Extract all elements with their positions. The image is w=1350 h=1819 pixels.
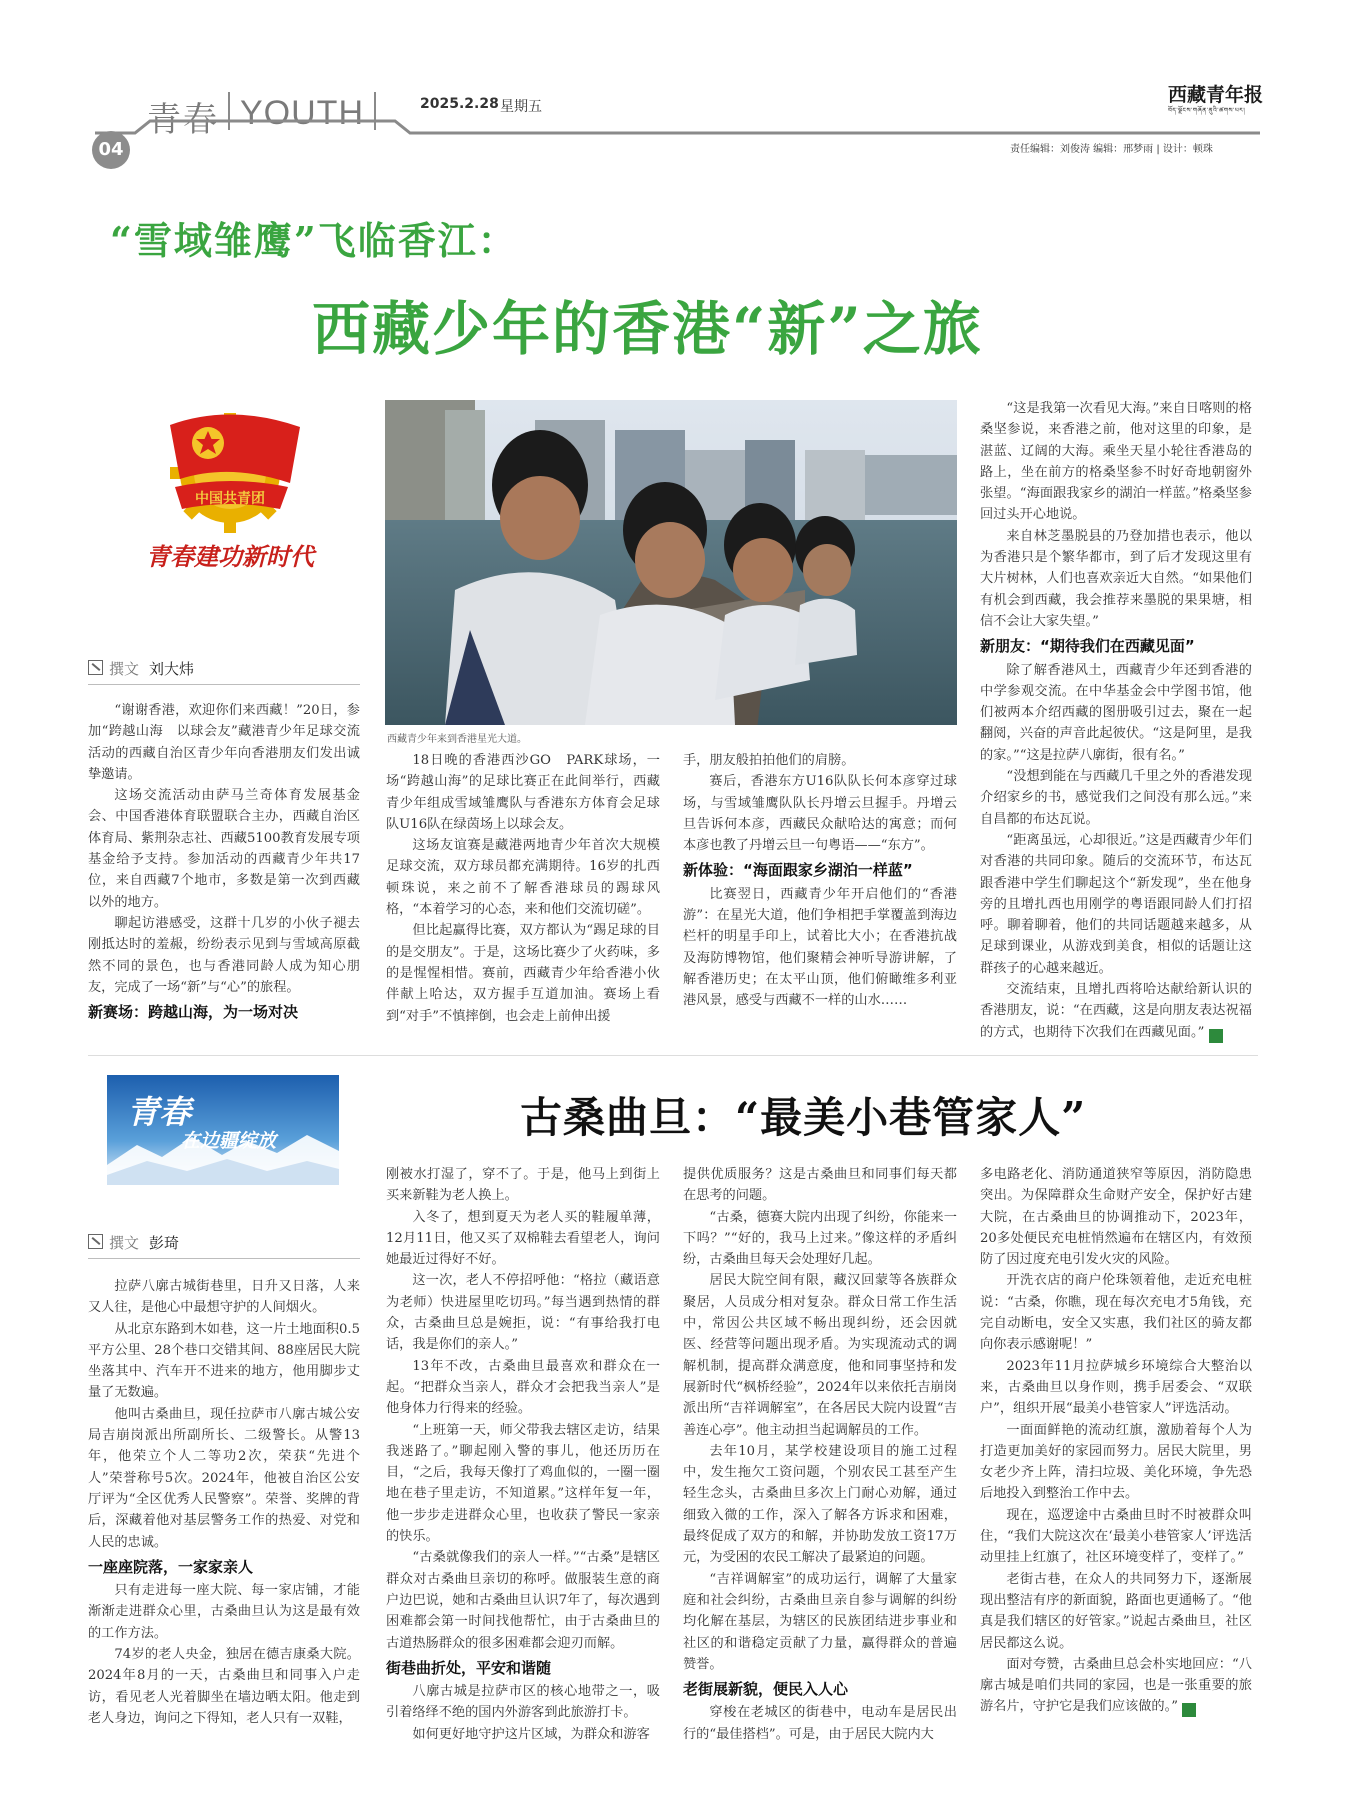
article2-column-1 <box>88 1276 360 1729</box>
issue-weekday: 星期五 <box>500 99 542 115</box>
paragraph: 来自林芝墨脱县的乃登加措也表示，他以为香港只是个繁华都市，到了后才发现这里有大片树林，人们也喜欢亲近大自然。“如果他们有机会到西藏，我会推荐来墨脱的果果塘，相信不会让大家失望。” <box>980 528 1252 629</box>
article2-title: 古桑曲旦：“最美小巷管家人” <box>520 1093 1087 1142</box>
paragraph: 比赛翌日，西藏青少年开启他们的“香港游”：在星光大道，他们争相把手掌覆盖到海边栏杆的明星手印上，试着比大小；在香港抗战及海防博物馆，他们聚精会神听导游讲解，了解香港历史；在太平山顶，他们俯瞰维多利亚港风景，感受与西藏不一样的山水…… <box>683 886 957 1009</box>
pen-icon <box>88 1234 103 1249</box>
paragraph: 他叫古桑曲旦，现任拉萨市八廓古城公安局吉崩岗派出所副所长、二级警长。从警13年，他荣立个人二等功2次，荣获“先进个人”荣誉称号5次。2024年，他被自治区公安厅评为“全区优秀人民警察”。荣誉、奖牌的背后，深藏着他对基层警务工作的热爱、对党和人民的忠诚。 <box>88 1406 360 1550</box>
paragraph: 交流结束，且增扎西将哈达献给新认识的香港朋友，说：“在西藏，这是向朋友表达祝福的方式，也期待下次我们在西藏见面。” ◆ <box>980 982 1252 1041</box>
pen-icon <box>88 660 103 675</box>
paragraph: 除了解香港风土，西藏青少年还到香港的中学参观交流。在中华基金会中学图书馆，他们被两本介绍西藏的图册吸引过去，聚在一起翻阅，兴奋的声音此起彼伏。“这是阿里，是我的家。”“这是拉萨八廓街，很有名。” <box>980 662 1252 763</box>
section-title-en: YOUTH <box>240 94 364 132</box>
paragraph: 面对夸赞，古桑曲旦总会朴实地回应：“八廓古城是咱们共同的家园，也是一张重要的旅游名片，守护它是我们应该做的。” ◆ <box>980 1656 1252 1716</box>
paragraph: 入冬了，想到夏天为老人买的鞋履单薄，12月11日，他又买了双棉鞋去看望老人，询问她最近过得好不好。 <box>386 1209 660 1268</box>
paragraph: 去年10月，某学校建设项目的施工过程中，发生拖欠工资问题，个别农民工甚至产生轻生念头，古桑曲旦多次上门耐心劝解，通过细致入微的工作，深入了解各方诉求和困难，最终促成了双方的和解，并协助发放工资17万元，为受困的农民工解决了最紧迫的问题。 <box>683 1443 957 1566</box>
paragraph: 穿梭在老城区的街巷中，电动车是居民出行的“最佳搭档”。可是，由于居民大院内大 <box>683 1705 957 1742</box>
paragraph: 现在，巡逻途中古桑曲旦时不时被群众叫住，“我们大院这次在‘最美小巷管家人’评选活动里挂上红旗了，社区环境变样了，变样了。” <box>980 1507 1252 1566</box>
byline-label: 撰文 <box>109 1234 140 1252</box>
paragraph: “上班第一天，师父带我去辖区走访，结果我迷路了。”聊起刚入警的事儿，他还历历在目，“之后，我每天像打了鸡血似的，一圈一圈地在巷子里走访，不知道累。”这样年复一年，他一步步走进群众心里，也收获了警民一家亲的快乐。 <box>386 1422 660 1545</box>
subheading: 一座座院落，一家家亲人 <box>88 1557 254 1576</box>
paragraph: 但比起赢得比赛，双方都认为“踢足球的目的是交朋友”。于是，这场比赛少了火药味，多的是惺惺相惜。赛前，西藏青少年给香港小伙伴献上哈达，双方握手互道加油。赛场上看到“对手”不慎摔倒，也会走上前伸出援 <box>386 923 660 1024</box>
byline-rule <box>88 1258 360 1259</box>
paragraph: 聊起访港感受，这群十几岁的小伙子褪去刚抵达时的羞赧，纷纷表示见到与雪域高原截然不同的景色，也与香港同龄人成为知心朋友，完成了一场“新”与“心”的旅程。 <box>88 915 360 995</box>
article2-byline <box>88 1232 179 1253</box>
end-mark-icon: ◆ <box>1182 1703 1196 1717</box>
paragraph: 开洗衣店的商户伦珠领着他，走近充电桩说：“古桑，你瞧，现在每次充电才5角钱，充完自动断电，安全又实惠，我们社区的骑友都向你表示感谢呢！” <box>980 1273 1252 1353</box>
paragraph: 赛后，香港东方U16队队长何本彦穿过球场，与雪域雏鹰队队长丹增云旦握手。丹增云旦告诉何本彦，西藏民众献哈达的寓意；而何本彦也教了丹增云旦一句粤语——“东方”。 <box>683 774 957 854</box>
subheading: 老街展新貌，便民入人心 <box>683 1680 849 1699</box>
article1-photo <box>385 400 957 725</box>
photo-caption: 西藏青少年来到香港星光大道。 <box>387 734 527 745</box>
article2-column-2 <box>386 1164 660 1745</box>
author-name: 彭琦 <box>149 1234 180 1252</box>
subheading: 新赛场：跨越山海，为一场对决 <box>88 1003 299 1022</box>
subheading: 新体验：“海面跟家乡湖泊一样蓝” <box>683 861 913 880</box>
banner-subtitle: 在边疆绽放 <box>181 1130 277 1152</box>
byline-label: 撰文 <box>109 660 140 678</box>
article1-byline <box>88 658 194 679</box>
paragraph: 这场友谊赛是藏港两地青少年首次大规模足球交流，双方球员都充满期待。16岁的扎西顿珠说，来之前不了解香港球员的踢球风格，“本着学习的心态，来和他们交流切磋”。 <box>386 838 660 918</box>
author-name: 刘大炜 <box>149 660 195 678</box>
article2-column-3 <box>683 1164 957 1745</box>
paragraph: 18日晚的香港西沙GO PARK球场，一场“跨越山海”的足球比赛正在此间举行，西藏青少年组成雪域雏鹰队与香港东方体育会足球队U16队在绿茵场上以球会友。 <box>386 753 660 832</box>
end-mark-icon: ◆ <box>1209 1029 1223 1043</box>
article1-title-line1: “雪域雏鹰”飞临香江： <box>110 218 518 263</box>
paragraph: “距离虽远，心却很近。”这是西藏青少年们对香港的共同印象。随后的交流环节，布达瓦跟香港中学生们聊起这个“新发现”，坐在他身旁的且增扎西也用刚学的粤语跟同龄人们打招呼。聊着聊着，他们的共同话题越来越多，从足球到课业，从游戏到美食，相似的话题让这群孩子的心越来越近。 <box>980 832 1252 976</box>
newspaper-name-tibetan: བོད་ལྗོངས་གཞོན་ནུའི་ཚགས་པར། <box>1168 107 1246 114</box>
paragraph: 这场交流活动由萨马兰奇体育发展基金会、中国香港体育联盟联合主办，西藏自治区体育局、紫荆杂志社、西藏5100教育发展专项基金给予支持。参加活动的西藏青少年共17位，来自西藏7个地市，多数是第一次到西藏以外的地方。 <box>88 788 360 910</box>
paragraph: “古桑就像我们的亲人一样。”“古桑”是辖区群众对古桑曲旦亲切的称呼。做服装生意的商户边巴说，她和古桑曲旦认识7年了，每次遇到困难都会第一时间找他帮忙，由于古桑曲旦的古道热肠群众的很多困难都会迎刃而解。 <box>386 1550 660 1651</box>
byline-rule <box>88 684 360 685</box>
paragraph: 老街古巷，在众人的共同努力下，逐渐展现出整洁有序的新面貌，路面也更通畅了。“他真是我们辖区的好管家。”说起古桑曲旦，社区居民都这么说。 <box>980 1571 1252 1651</box>
paragraph: 如何更好地守护这片区域，为群众和游客 <box>412 1726 650 1742</box>
paragraph: 2023年11月拉萨城乡环境综合大整治以来，古桑曲旦以身作则，携手居委会、“双联户”，组织开展“最美小巷管家人”评选活动。 <box>980 1358 1252 1417</box>
paragraph: 八廓古城是拉萨市区的核心地带之一，吸引着络绎不绝的国内外游客到此旅游打卡。 <box>386 1684 660 1721</box>
emblem-text: 中国共青团 <box>195 491 265 507</box>
section-title-cn: 青春 <box>147 100 219 140</box>
article1-column-2 <box>386 750 660 1027</box>
paragraph: “古桑，德赛大院内出现了纠纷，你能来一下吗？”“好的，我马上过来。”像这样的矛盾纠纷，古桑曲旦每天会处理好几起。 <box>683 1209 957 1268</box>
youth-border-banner <box>107 1075 339 1185</box>
paragraph: 只有走进每一座大院、每一家店铺，才能渐渐走进群众心里，古桑曲旦认为这是最有效的工作方法。 <box>88 1583 360 1641</box>
paragraph: 拉萨八廓古城街巷里，日升又日落，人来又人往，是他心中最想守护的人间烟火。 <box>88 1279 360 1316</box>
paragraph: 刚被水打湿了，穿不了。于是，他马上到街上买来新鞋为老人换上。 <box>386 1167 660 1204</box>
paragraph: 这一次，老人不停招呼他：“格拉（藏语意为老师）快进屋里吃切玛。”每当遇到热情的群众，古桑曲旦总是婉拒，说：“有事给我打电话，我是你们的亲人。” <box>386 1273 660 1353</box>
paragraph: “吉祥调解室”的成功运行，调解了大量家庭和社会纠纷，古桑曲旦亲自参与调解的纠纷均化解在基层，为辖区的民族团结进步事业和社区的和谐稳定贡献了力量，赢得群众的普遍赞誉。 <box>683 1571 957 1672</box>
paragraph: 从北京东路到木如巷，这一片土地面积0.5平方公里、28个巷口交错其间、88座居民大院坐落其中、汽车开不进来的地方，他用脚步丈量了无数遍。 <box>88 1321 360 1401</box>
emblem-slogan: 青春建功新时代 <box>146 542 314 571</box>
editor-credits: 责任编辑：刘俊涛 编辑：邢梦雨 | 设计：顿珠 <box>1010 144 1213 155</box>
paragraph: 居民大院空间有限，藏汉回蒙等各族群众聚居，人员成分相对复杂。群众日常工作生活中，常因公共区域不畅出现纠纷，还会因就医、经营等问题出现矛盾。为实现流动式的调解机制，提高群众满意度，他和同事坚持和发展新时代“枫桥经验”，2024年以来依托吉崩岗派出所“吉祥调解室”，在各居民大院内设置“吉善连心亭”。他主动担当起调解员的工作。 <box>683 1273 957 1438</box>
paragraph: “没想到能在与西藏几千里之外的香港发现介绍家乡的书，感觉我们之间没有那么远。”来自昌都的布达瓦说。 <box>980 769 1252 827</box>
paragraph: 一面面鲜艳的流动红旗，激励着每个人为打造更加美好的家园而努力。居民大院里，男女老少齐上阵，清扫垃圾、美化环境，争先恐后地投入到整治工作中去。 <box>980 1422 1252 1502</box>
article2-column-4 <box>980 1164 1252 1718</box>
paragraph: 提供优质服务？这是古桑曲旦和同事们每天都在思考的问题。 <box>683 1167 957 1204</box>
article1-column-4 <box>980 398 1252 1043</box>
paragraph: 手，朋友般拍拍他们的肩膀。 <box>683 753 855 768</box>
paragraph: 74岁的老人央金，独居在德吉康桑大院。2024年8月的一天，古桑曲旦和同事入户走访，看见老人光着脚坐在墙边晒太阳。他走到老人身边，询问之下得知，老人只有一双鞋， <box>88 1647 360 1726</box>
page-number: 04 <box>92 131 130 169</box>
article-divider <box>88 1055 1258 1056</box>
issue-date: 2025.2.28 <box>420 96 499 112</box>
paragraph: “谢谢香港，欢迎你们来西藏！”20日，参加“跨越山海 以球会友”藏港青少年足球交流活动的西藏自治区青少年向香港朋友们发出诚挚邀请。 <box>88 703 360 782</box>
paragraph: 13年不改，古桑曲旦最喜欢和群众在一起。“把群众当亲人，群众才会把我当亲人”是他身体力行得来的经验。 <box>386 1358 660 1417</box>
subheading: 新朋友：“期待我们在西藏见面” <box>980 637 1195 656</box>
youth-league-emblem <box>130 405 330 615</box>
banner-title: 青春 <box>127 1093 192 1131</box>
article1-column-3 <box>683 750 957 1012</box>
article1-title-line2: 西藏少年的香港“新”之旅 <box>312 295 983 363</box>
newspaper-name: 西藏青年报 <box>1168 84 1264 106</box>
paragraph: 多电路老化、消防通道狭窄等原因，消防隐患突出。为保障群众生命财产安全，保护好古建大院，在古桑曲旦的协调推动下，2023年，20多处便民充电桩悄然遍布在辖区内，有效预防了因过度充电引发火灾的风险。 <box>980 1167 1252 1268</box>
paragraph: “这是我第一次看见大海。”来自日喀则的格桑坚参说，来香港之前，他对这里的印象，是湛蓝、辽阔的大海。乘坐天星小轮往香港岛的路上，坐在前方的格桑坚参不时好奇地朝窗外张望。“海面跟我家乡的湖泊一样蓝。”格桑坚参回过头开心地说。 <box>980 401 1252 523</box>
article1-column-1 <box>88 700 360 1025</box>
subheading: 街巷曲折处，平安和谐随 <box>386 1658 552 1677</box>
